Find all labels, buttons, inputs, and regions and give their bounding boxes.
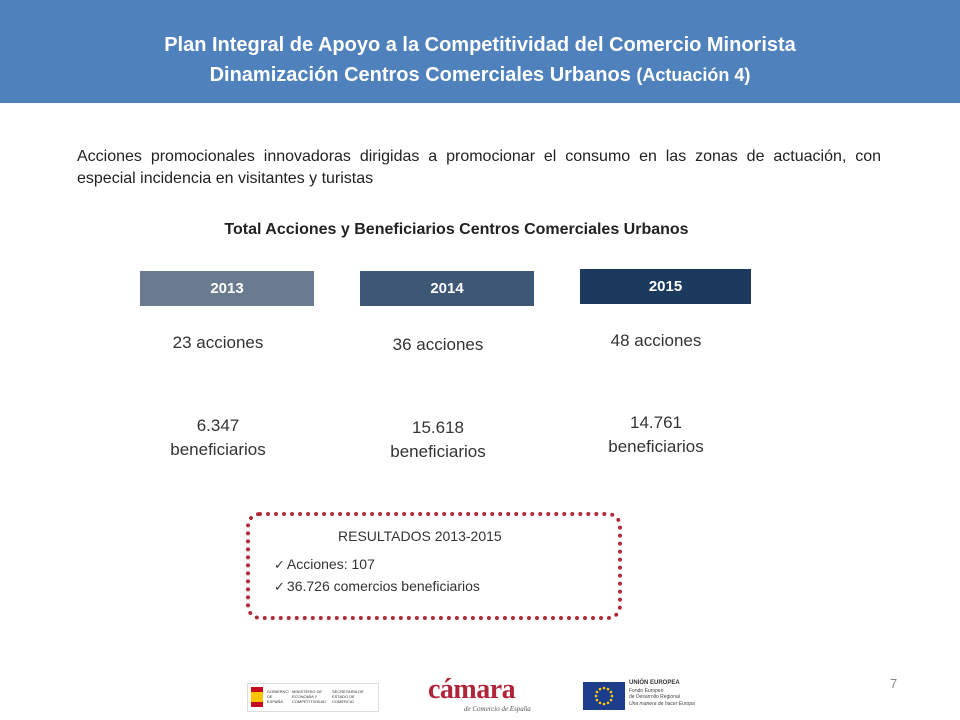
beneficiarios-2013-label: beneficiarios <box>170 440 266 459</box>
camara-subtitle: de Comercio de España <box>464 705 531 713</box>
year-header-2014: 2014 <box>360 271 534 306</box>
ue-line4: Una manera de hacer Europa <box>629 701 695 707</box>
acciones-2014: 36 acciones <box>392 335 484 354</box>
acciones-2015: 48 acciones <box>610 331 702 350</box>
header-title-sub: (Actuación 4) <box>636 65 751 85</box>
results-item-label: 36.726 comercios beneficiarios <box>286 578 480 594</box>
beneficiarios-2013-num: 6.347 <box>196 416 240 435</box>
check-icon: ✓ <box>274 557 285 572</box>
slide-header <box>0 0 960 103</box>
beneficiarios-2015-num: 14.761 <box>630 413 682 432</box>
coat-of-arms-icon <box>251 687 263 707</box>
eu-flag-icon <box>583 682 625 710</box>
header-title-main: Dinamización Centros Comerciales Urbanos <box>209 64 637 86</box>
camara-wordmark: cámara <box>428 674 516 705</box>
union-europea-logo <box>583 680 693 711</box>
results-box <box>246 512 622 620</box>
page-number: 7 <box>890 676 898 691</box>
beneficiarios-2014 <box>360 416 516 464</box>
ue-line3: de Desarrollo Regional <box>629 694 680 700</box>
table-title: Total Acciones y Beneficiarios Centros Comerciales Urbanos <box>224 221 689 238</box>
beneficiarios-2015-label: beneficiarios <box>608 437 704 456</box>
year-header-2015: 2015 <box>580 269 751 304</box>
intro-paragraph: Acciones promocionales innovadoras dirigidas a promocionar el consumo en las zonas de actuación, con especial incidencia en visitantes y turistas <box>77 148 881 187</box>
gobierno-espana-logo <box>247 683 379 712</box>
check-icon: ✓ <box>274 579 285 594</box>
eu-stars-icon <box>583 682 625 710</box>
secretaria-text: SECRETARÍA DE ESTADO DE COMERCIO <box>332 689 364 704</box>
year-header-2013: 2013 <box>140 271 314 306</box>
header-title-line2 <box>0 64 960 87</box>
ue-line2: Fondo Europeo <box>629 688 664 694</box>
beneficiarios-2015 <box>580 411 732 459</box>
gobierno-text: GOBIERNO DE ESPAÑA <box>267 689 289 704</box>
beneficiarios-2014-num: 15.618 <box>412 418 464 437</box>
results-title: RESULTADOS 2013-2015 <box>338 528 502 544</box>
ministerio-text: MINISTERIO DE ECONOMÍA Y COMPETITIVIDAD <box>292 689 327 704</box>
camara-logo <box>428 674 538 714</box>
results-item-acciones <box>274 556 375 573</box>
acciones-2013: 23 acciones <box>172 333 264 352</box>
results-item-label: Acciones: 107 <box>286 556 375 572</box>
beneficiarios-2014-label: beneficiarios <box>390 442 486 461</box>
header-title-line1: Plan Integral de Apoyo a la Competitividad del Comercio Minorista <box>164 34 796 56</box>
results-item-comercios <box>274 578 480 595</box>
beneficiarios-2013 <box>140 414 296 462</box>
ue-line1: UNIÓN EUROPEA <box>629 680 680 686</box>
